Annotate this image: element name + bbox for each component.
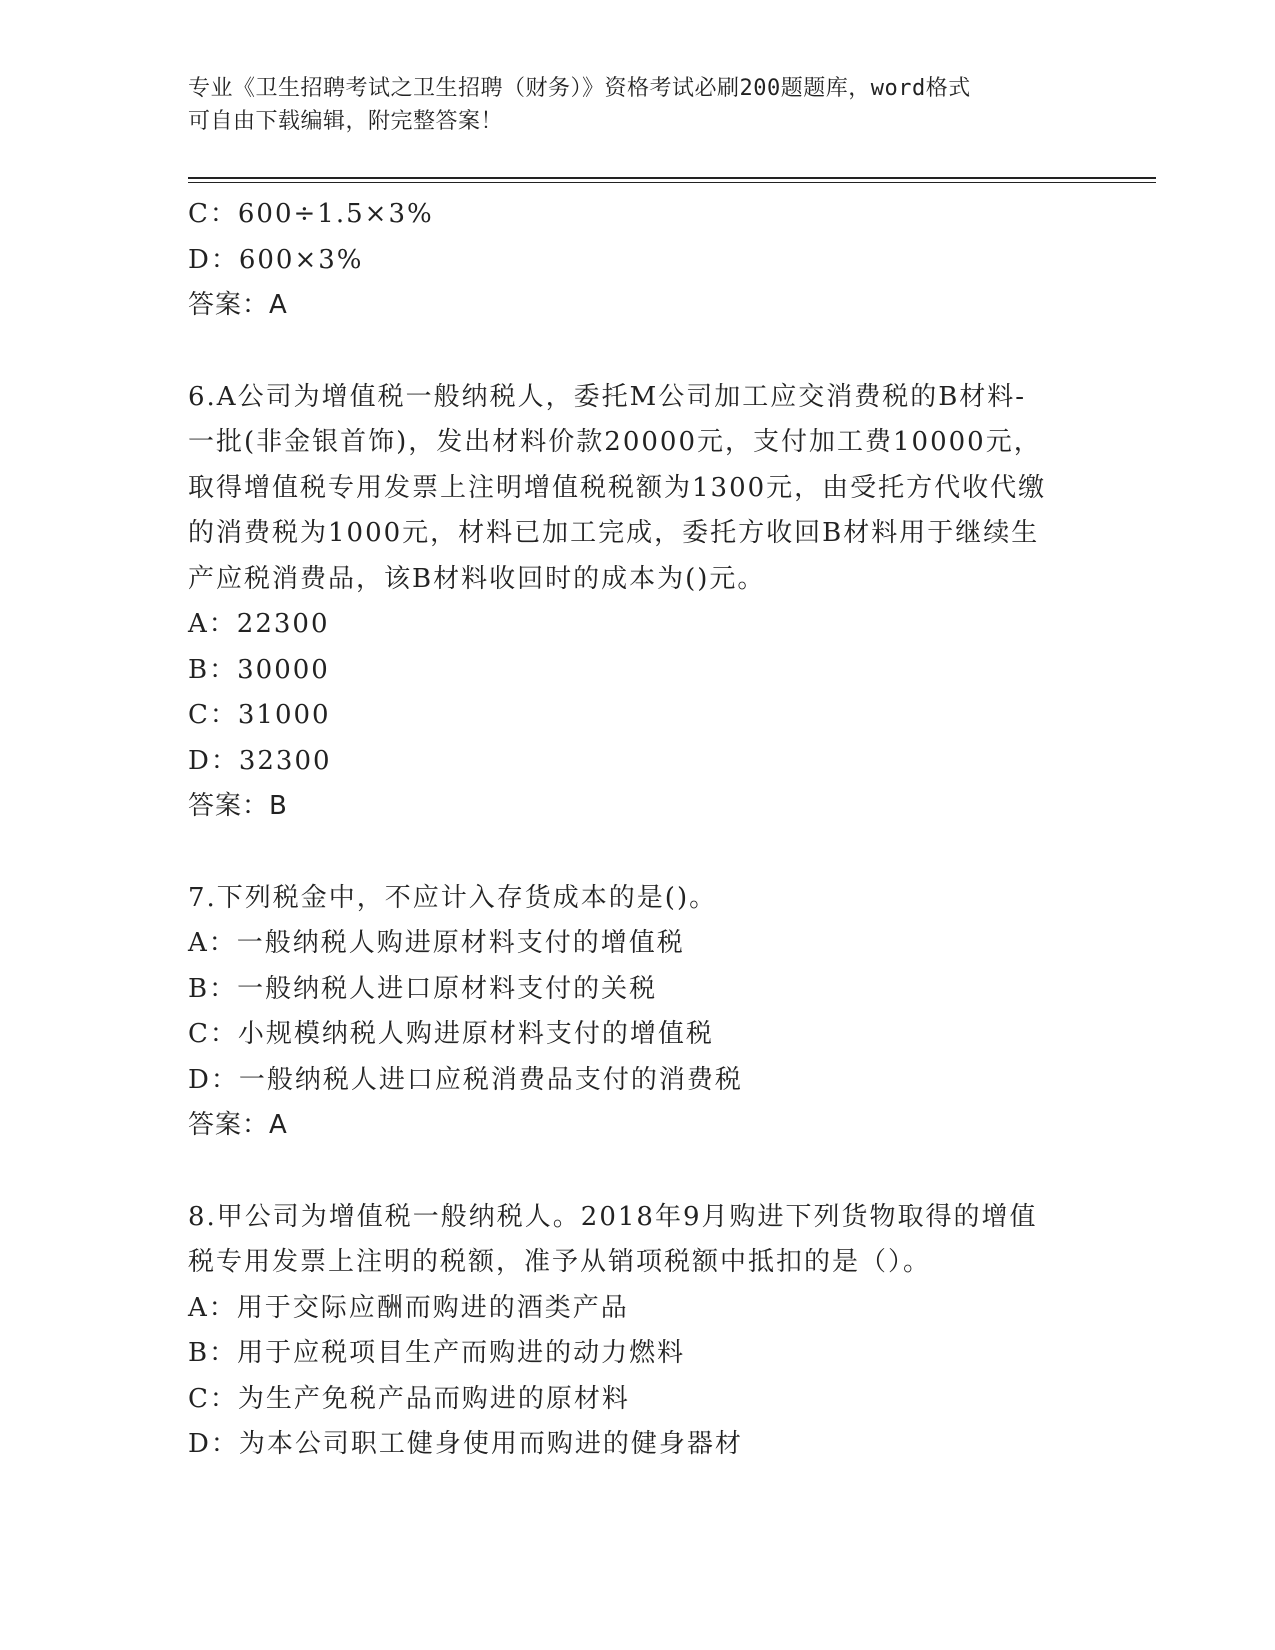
spacer [188, 1149, 1088, 1195]
option-a: A：一般纳税人购进原材料支付的增值税 [188, 928, 685, 958]
option-d: D：600×3% [188, 244, 364, 275]
document-header [188, 72, 1088, 138]
answer-line: 答案：A [188, 1110, 288, 1140]
answer-line: 答案：B [188, 791, 288, 821]
option-c: C：600÷1.5×3% [188, 199, 434, 229]
question-6 [188, 375, 1088, 830]
header-title-line-1: 专业《卫生招聘考试之卫生招聘（财务）》资格考试必刷200题题库，word格式 [188, 76, 971, 101]
question-stem-line: 取得增值税专用发票上注明增值税税额为1300元，由受托方代收代缴 [188, 472, 1047, 503]
option-b: B：一般纳税人进口原材料支付的关税 [188, 973, 658, 1004]
question-stem-line: 7.下列税金中，不应计入存货成本的是()。 [188, 882, 718, 913]
question-stem-line: 的消费税为1000元，材料已加工完成，委托方收回B材料用于继续生 [188, 518, 1040, 548]
question-stem-line: 一批(非金银首饰)，发出材料价款20000元，支付加工费10000元， [188, 427, 1042, 457]
option-a: A：用于交际应酬而购进的酒类产品 [188, 1292, 629, 1323]
question-8 [188, 1195, 1088, 1468]
question-stem-line: 税专用发票上注明的税额，准予从销项税额中抵扣的是（）。 [188, 1247, 932, 1277]
header-divider [188, 177, 1156, 179]
answer-line: 答案：A [188, 290, 288, 320]
question-5-continued [188, 192, 1088, 329]
question-stem-line: 产应税消费品，该B材料收回时的成本为()元。 [188, 563, 766, 594]
question-stem-line: 6.A公司为增值税一般纳税人，委托M公司加工应交消费税的B材料- [188, 381, 1027, 412]
option-d: D：为本公司职工健身使用而购进的健身器材 [188, 1429, 743, 1459]
option-a: A：22300 [188, 609, 330, 639]
question-7 [188, 876, 1088, 1149]
spacer [188, 329, 1088, 375]
spacer [188, 830, 1088, 876]
question-content [188, 192, 1088, 1468]
option-c: C：为生产免税产品而购进的原材料 [188, 1383, 630, 1414]
option-d: D：一般纳税人进口应税消费品支付的消费税 [188, 1064, 743, 1095]
option-d: D：32300 [188, 745, 332, 776]
option-b: B：30000 [188, 654, 330, 685]
header-title-line-2: 可自由下载编辑，附完整答案！ [188, 109, 504, 134]
option-c: C：31000 [188, 700, 331, 730]
header-divider-secondary [188, 182, 1156, 183]
option-c: C：小规模纳税人购进原材料支付的增值税 [188, 1019, 714, 1049]
option-b: B：用于应税项目生产而购进的动力燃料 [188, 1338, 686, 1368]
question-stem-line: 8.甲公司为增值税一般纳税人。2018年9月购进下列货物取得的增值 [188, 1201, 1038, 1232]
